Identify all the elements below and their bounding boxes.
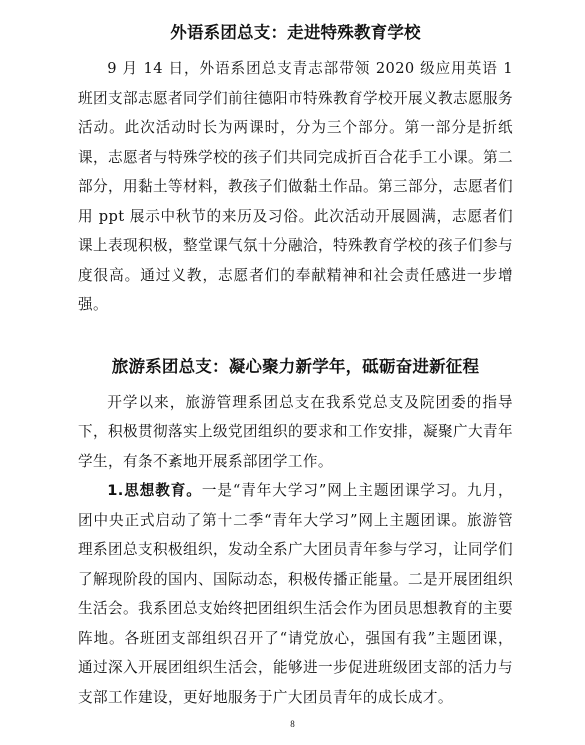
body-paragraph: 9 月 14 日，外语系团总支青志部带领 2020 级应用英语 1 班团支部志愿者同学们前往德阳市特殊教育学校开展义教志愿服务活动。此次活动时长为两课时，分为三个部分。第一部分是折纸课，志愿者与特殊学校的孩子们共同完成折百合花手工小课。第二部分，用黏土等材料，教孩子们做黏土作品。第三部分，志愿者们用 ppt 展示中秋节的来历及习俗。此次活动开展圆满，志愿者们课上表现积极，整堂课气氛十分融洽，特殊教育学校的孩子们参与度很高。通过义教，志愿者们的奉献精神和社会责任感进一步增强。: [78, 60, 513, 313]
section-foreign-language-dept: [78, 22, 513, 320]
list-item-paragraph: [78, 476, 513, 712]
item-lead: 1.思想教育。: [107, 482, 202, 499]
section-tourism-dept: [78, 356, 513, 713]
page-number: 8: [290, 719, 295, 729]
item-text: 一是“青年大学习”网上主题团课学习。九月，团中央正式启动了第十二季“青年大学习”网上主题团课。旅游管理系团总支积极组织，发动全系广大团员青年参与学习，让同学们了解现阶段的国内、国际动态，积极传播正能量。二是开展团组织生活会。我系团总支始终把团组织生活会作为团员思想教育的主要阵地。各班团支部组织召开了“请党放心，强国有我”主题团课，通过深入开展团组织生活会，能够进一步促进班级团支部的活力与支部工作建设，更好地服务于广大团员青年的成长成才。: [78, 482, 513, 706]
section-heading: 外语系团总支：走进特殊教育学校: [170, 23, 421, 42]
section-heading: 旅游系团总支：凝心聚力新学年，砥砺奋进新征程: [111, 356, 480, 376]
intro-paragraph: 开学以来，旅游管理系团总支在我系党总支及院团委的指导下，积极贯彻落实上级党团组织的要求和工作安排，凝聚广大青年学生，有条不紊地开展系部团学工作。: [78, 393, 513, 470]
